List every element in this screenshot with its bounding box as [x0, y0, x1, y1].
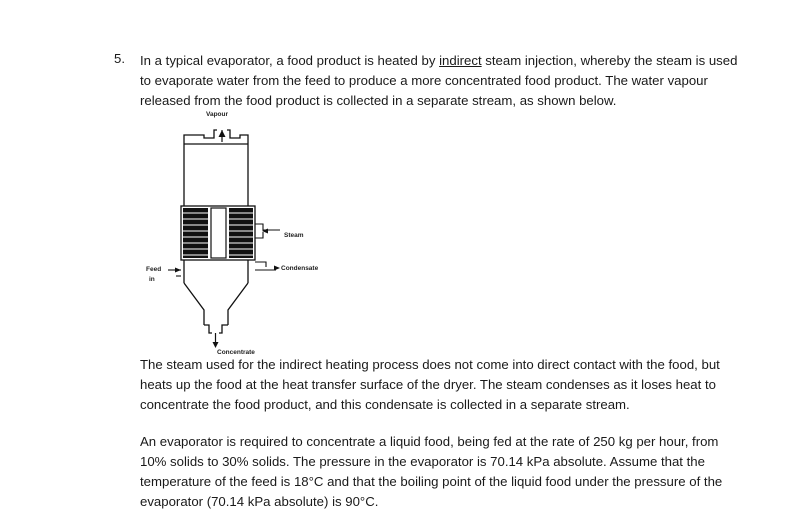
tube-bundle-left — [183, 208, 208, 258]
feed-arrow-icon — [175, 268, 181, 273]
para1-text-start: In a typical evaporator, a food product is heated by — [140, 53, 440, 68]
condensate-arrow-icon — [274, 266, 280, 271]
concentrate-label: Concentrate — [217, 349, 255, 356]
para1-text-end: steam injection, whereby the steam is used to evaporate water from the feed to produce a more concentrated food product. The water vapour released from the food product is collected in a separate stream, as shown below. — [140, 53, 738, 108]
underlined-word-indirect: indirect — [439, 53, 482, 68]
steam-label: Steam — [284, 232, 304, 239]
question-paragraph-3: An evaporator is required to concentrate a liquid food, being fed at the rate of 250 kg per hour, from 10% solids to 30% solids. The pressure in the evaporator is 70.14 kPa absolute. Assume that the temperature of the feed is 18°C and that the boiling point of the liquid food under the pressure of the evaporator (70.14 kPa absolute) is 90°C. — [140, 434, 723, 509]
question-paragraph-2: The steam used for the indirect heating process does not come into direct contact with the food, but heats up the food at the heat transfer surface of the dryer. The steam condenses as it loses heat to concentrate the food product, and this condensate is collected in a separate stream. — [140, 357, 720, 412]
feed-in-label: in — [149, 276, 155, 283]
central-downcomer — [211, 208, 226, 258]
feed-label: Feed — [146, 266, 162, 273]
tube-bundle-right — [229, 208, 253, 258]
vapour-label: Vapour — [206, 111, 229, 118]
question-number: 5. — [114, 51, 125, 66]
condensate-label: Condensate — [281, 265, 319, 272]
